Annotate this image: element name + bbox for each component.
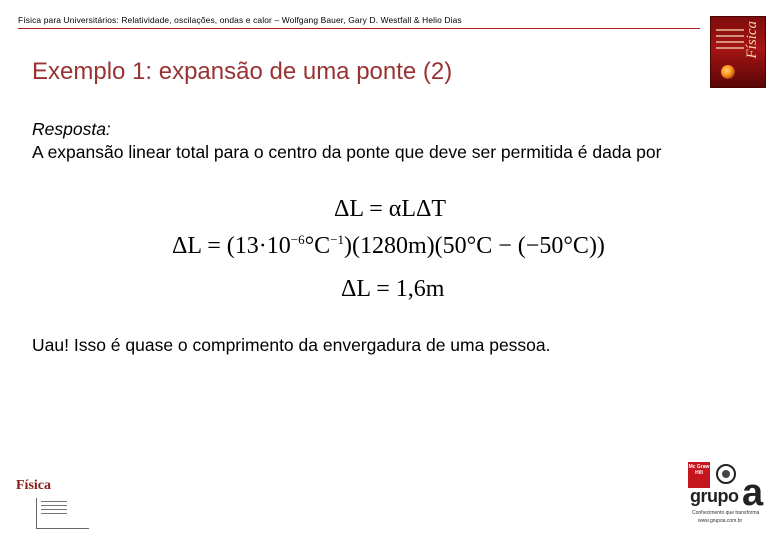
book-header: Física para Universitários: Relatividade, oscilações, ondas e calor – Wolfgang Bauer, Gary D. Westfall & Helio Dias xyxy=(18,15,462,25)
equation-substitution xyxy=(172,232,605,260)
mcgraw-hill-logo: Mc Graw Hill xyxy=(688,462,710,488)
eq2-coef: (13·10 xyxy=(226,233,291,259)
slide-title: Exemplo 1: expansão de uma ponte (2) xyxy=(32,58,453,85)
cover-orb-icon xyxy=(721,65,735,79)
header-divider xyxy=(18,28,700,29)
answer-text: A expansão linear total para o centro da ponte que deve ser permitida é dada por xyxy=(32,142,662,162)
cover-decoration xyxy=(716,29,744,53)
answer-label: Resposta: xyxy=(32,119,111,139)
grupo-a-letter: a xyxy=(742,472,764,514)
brand-tagline: Conhecimento que transforma xyxy=(692,510,760,516)
equation-formula: ΔL = αLΔT xyxy=(334,196,447,222)
equation-result: ΔL = 1,6m xyxy=(341,276,445,302)
remark-text: Uau! Isso é quase o comprimento da envergadura de uma pessoa. xyxy=(32,335,551,355)
fisica-logo-word: Física xyxy=(16,478,51,493)
eq2-exp1: −6 xyxy=(290,232,305,247)
answer-block xyxy=(32,118,722,164)
brand-website: www.grupoa.com.br xyxy=(698,518,743,524)
fisica-logo-box xyxy=(36,498,89,529)
seal-icon xyxy=(716,464,736,484)
fisica-logo xyxy=(16,478,86,528)
cover-title: Física xyxy=(744,21,760,59)
eq2-exp2: −1 xyxy=(330,232,345,247)
publisher-brand xyxy=(686,462,768,532)
grupo-word: grupo xyxy=(690,486,739,506)
eq2-rest: )(1280m)(50°C − (−50°C)) xyxy=(344,233,605,259)
eq2-unit: °C xyxy=(304,233,331,259)
book-cover-thumbnail xyxy=(710,16,766,88)
eq2-lhs: ΔL = xyxy=(172,233,227,259)
